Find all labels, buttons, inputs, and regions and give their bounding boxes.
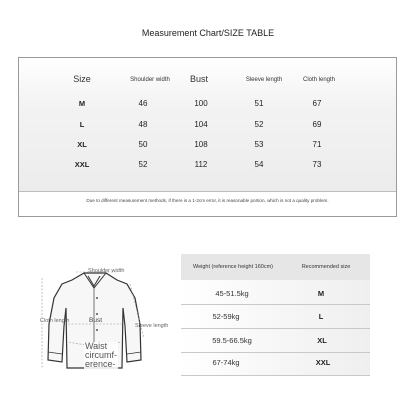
cell-shoulder: 48 [138, 120, 148, 129]
cell-sleeve: 52 [254, 120, 264, 129]
cell-shoulder: 50 [138, 140, 148, 149]
weight-cell: 67-74kg [212, 358, 240, 367]
page-title: Measurement Chart/SIZE TABLE [141, 28, 275, 38]
cell-size: XL [77, 140, 87, 149]
header-size: Size [73, 74, 91, 84]
cell-sleeve: 51 [254, 99, 264, 108]
waist-label: Waist circumf- erence- [85, 341, 117, 369]
header-cloth-length: Cloth length [302, 77, 336, 83]
cell-size: L [79, 120, 85, 129]
cell-size: M [78, 99, 86, 108]
header-shoulder-width: Shoulder width [130, 77, 170, 83]
bust-label: Bust [89, 317, 103, 324]
header-recommended-size: Recommended size [301, 264, 351, 270]
weight-cell: 45-51.5kg [215, 289, 249, 298]
cell-shoulder: 52 [138, 160, 148, 169]
size-cell: XL [317, 336, 327, 345]
weight-cell: 52-59kg [212, 312, 240, 321]
cell-bust: 100 [194, 99, 208, 108]
cell-cloth: 67 [312, 99, 322, 108]
divider [181, 328, 370, 329]
cell-sleeve: 53 [254, 140, 264, 149]
size-cell: M [317, 289, 325, 298]
cell-cloth: 71 [312, 140, 322, 149]
cell-bust: 108 [194, 140, 208, 149]
weight-size-table [181, 254, 370, 376]
sleeve-length-label: Sleeve length [135, 323, 169, 329]
divider [19, 191, 396, 192]
divider [181, 375, 370, 376]
cloth-length-label: Cloth length [40, 318, 70, 324]
header-sleeve-length: Sleeve length [245, 77, 283, 83]
weight-cell: 59.5-66.5kg [212, 336, 252, 345]
size-table [19, 58, 396, 191]
cell-size: XXL [74, 160, 90, 169]
cell-cloth: 69 [312, 120, 322, 129]
cell-sleeve: 54 [254, 160, 264, 169]
shoulder-width-label: Shoulder width [88, 268, 125, 274]
cell-bust: 112 [194, 160, 208, 169]
cell-bust: 104 [194, 120, 208, 129]
header-weight: Weight (reference height 160cm) [193, 264, 273, 270]
cell-shoulder: 46 [138, 99, 148, 108]
size-cell: L [318, 312, 324, 321]
weight-table-header [181, 254, 370, 280]
cell-cloth: 73 [312, 160, 322, 169]
divider [181, 352, 370, 353]
size-cell: XXL [315, 358, 331, 367]
measurement-note: Due to different measurement methods, if there is a 1-2cm error, it is reasonable portion, which is not a quality problem. [86, 198, 329, 203]
header-bust: Bust [189, 74, 209, 84]
divider [181, 304, 370, 305]
